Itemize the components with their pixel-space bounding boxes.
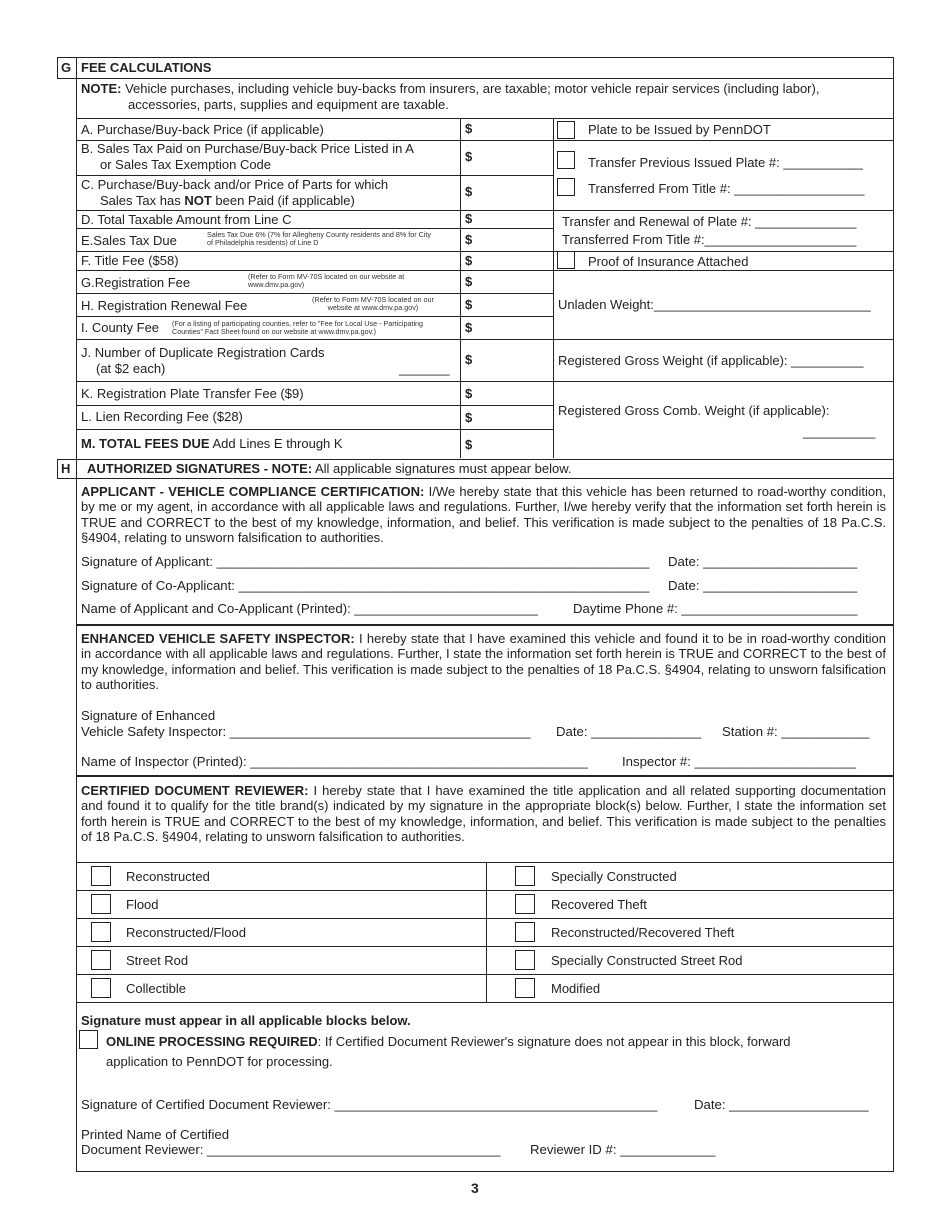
applicant-text: I/We hereby state that this vehicle has been returned to road-worthy condition, by me or my agent, in accordance with all applicable laws and regulations. Further, I/we hereby verify that the information set forth herein is TRUE and CORRECT to the best of my knowledge, information, and belief. This verification is made subject to the penalties of 18 Pa.C.S. §4904, relating to unsworn falsification to authorities. [81,484,887,546]
inspector-signature-label: Signature of Enhanced [81,708,216,723]
dollar-b[interactable]: $ [465,149,473,164]
brand-street-rod-checkbox[interactable] [91,950,111,970]
dollar-l[interactable]: $ [465,410,473,425]
inspector-number-field[interactable]: Inspector #: ______________________ [622,754,856,769]
line-g-label: G.Registration Fee [81,275,191,290]
gross-weight-field[interactable]: Registered Gross Weight (if applicable): __________ [558,353,864,368]
brand-specially-constructed-label: Specially Constructed [551,869,677,884]
brand-flood-checkbox[interactable] [91,894,111,914]
fee-note-line2: accessories, parts, supplies and equipment are taxable. [128,97,449,112]
line-a-label: A. Purchase/Buy-back Price (if applicable) [81,122,324,137]
dollar-h[interactable]: $ [465,297,473,312]
dollar-e[interactable]: $ [465,232,473,247]
gross-comb-weight-field[interactable]: __________ [803,424,876,439]
online-processing-checkbox[interactable] [79,1030,98,1049]
transfer-plate-field[interactable]: Transfer Previous Issued Plate #: ___________ [588,155,863,170]
reviewer-heading: CERTIFIED DOCUMENT REVIEWER: [81,783,309,798]
brand-specially-constructed-checkbox[interactable] [515,866,535,886]
line-e-note: Sales Tax Due 6% (7% for Allegheny County residents and 8% for City of Philadelphia residents) of Line D [207,230,431,247]
line-d-label: D. Total Taxable Amount from Line C [81,212,292,227]
inspector-text: I hereby state that I have examined this vehicle and found it to be in road-worthy condition in accordance with all applicable laws and regulations. Further, I state the information set forth herein is TRUE and CORRECT to the best of my knowledge, information and belief. This verification is made subject to the penalties of 18 Pa.C.S. §4904, relating to unsworn falsification to authorities. [81,631,886,693]
line-c-label-2: Sales Tax has NOT been Paid (if applicable) [100,193,355,208]
brand-specially-constructed-street-rod-label: Specially Constructed Street Rod [551,953,743,968]
line-b-label-2: or Sales Tax Exemption Code [100,157,272,172]
section-h-title: AUTHORIZED SIGNATURES - NOTE: All applicable signatures must appear below. [87,461,572,476]
gross-comb-weight-label: Registered Gross Comb. Weight (if applicable): [558,403,830,418]
section-g-letter: G [61,60,72,75]
line-c-label: C. Purchase/Buy-back and/or Price of Parts for which [81,177,389,192]
brand-collectible-label: Collectible [126,981,186,996]
dollar-i[interactable]: $ [465,320,473,335]
dollar-f[interactable]: $ [465,253,473,268]
line-k-label: K. Registration Plate Transfer Fee ($9) [81,386,304,401]
transferred-title-checkbox[interactable] [557,178,575,196]
brand-reconstructed-recovered-theft-label: Reconstructed/Recovered Theft [551,925,735,940]
brand-reconstructed-recovered-theft-checkbox[interactable] [515,922,535,942]
unladen-weight-field[interactable]: Unladen Weight:______________________________ [558,297,871,312]
renewal-title-field[interactable]: Transferred From Title #:_____________________ [562,232,857,247]
section-h-letter: H [61,461,71,476]
line-g-note: (Refer to Form MV-70S located on our website at www.dmv.pa.gov) [248,272,405,289]
insurance-checkbox[interactable] [557,251,575,269]
insurance-label: Proof of Insurance Attached [588,254,749,269]
applicant-certification [81,484,886,546]
line-h-label: H. Registration Renewal Fee [81,298,248,313]
line-b-label: B. Sales Tax Paid on Purchase/Buy-back Price Listed in A [81,141,414,156]
brand-reconstructed-flood-checkbox[interactable] [91,922,111,942]
reviewer-printed-name-label: Printed Name of Certified [81,1127,230,1142]
line-m-label: M. TOTAL FEES DUE Add Lines E through K [81,436,343,451]
line-j-label-2: (at $2 each) [96,361,166,376]
brand-street-rod-label: Street Rod [126,953,189,968]
must-appear-note: Signature must appear in all applicable blocks below. [81,1013,411,1028]
brand-modified-label: Modified [551,981,601,996]
dollar-k[interactable]: $ [465,386,473,401]
brand-reconstructed-checkbox[interactable] [91,866,111,886]
page-number: 3 [471,1180,479,1196]
dollar-a[interactable]: $ [465,121,473,136]
dollar-g[interactable]: $ [465,274,473,289]
station-number-field[interactable]: Station #: ____________ [722,724,870,739]
duplicate-cards-field[interactable]: _______ [399,361,450,376]
applicant-printed-name-field[interactable]: Name of Applicant and Co-Applicant (Printed): _________________________ [81,601,538,616]
applicant-date-field[interactable]: Date: _____________________ [668,554,858,569]
brand-reconstructed-label: Reconstructed [126,869,210,884]
inspector-printed-name-field[interactable]: Name of Inspector (Printed): ______________________________________________ [81,754,588,769]
inspector-signature-field[interactable]: Vehicle Safety Inspector: _________________________________________ [81,724,531,739]
dollar-j[interactable]: $ [465,352,473,367]
plate-issued-checkbox[interactable] [557,121,575,139]
daytime-phone-field[interactable]: Daytime Phone #: ________________________ [573,601,858,616]
brand-specially-constructed-street-rod-checkbox[interactable] [515,950,535,970]
renewal-plate-field[interactable]: Transfer and Renewal of Plate #: ______________ [562,214,857,229]
applicant-heading: APPLICANT - VEHICLE COMPLIANCE CERTIFICATION: [81,484,425,499]
inspector-certification [81,631,886,693]
inspector-date-field[interactable]: Date: _______________ [556,724,702,739]
brand-flood-label: Flood [126,897,159,912]
transferred-title-field[interactable]: Transferred From Title #: __________________ [588,181,865,196]
coapplicant-signature-field[interactable]: Signature of Co-Applicant: ________________________________________________________ [81,578,650,593]
dollar-d[interactable]: $ [465,211,473,226]
line-f-label: F. Title Fee ($58) [81,253,179,268]
applicant-signature-field[interactable]: Signature of Applicant: ___________________________________________________________ [81,554,650,569]
brand-recovered-theft-checkbox[interactable] [515,894,535,914]
fee-note-label: NOTE: [81,81,122,96]
line-h-note: (Refer to Form MV-70S located on our website at www.dmv.pa.gov) [312,295,434,312]
transfer-plate-checkbox[interactable] [557,151,575,169]
reviewer-printed-name-field[interactable]: Document Reviewer: ________________________________________ [81,1142,501,1157]
online-processing-text: ONLINE PROCESSING REQUIRED: If Certified Document Reviewer's signature does not appear in this block, forward [106,1034,791,1049]
online-processing-text-2: application to PennDOT for processing. [106,1054,333,1069]
line-j-label: J. Number of Duplicate Registration Cards [81,345,325,360]
plate-issued-label: Plate to be Issued by PennDOT [588,122,771,137]
inspector-heading: ENHANCED VEHICLE SAFETY INSPECTOR: [81,631,355,646]
brand-recovered-theft-label: Recovered Theft [551,897,647,912]
reviewer-certification [81,783,886,845]
brand-collectible-checkbox[interactable] [91,978,111,998]
fee-note-line1: Vehicle purchases, including vehicle buy-backs from insurers, are taxable; motor vehicle repair services (including labor), [125,81,820,96]
section-g-title: FEE CALCULATIONS [81,60,212,75]
line-i-label: I. County Fee [81,320,160,335]
fee-note [81,81,819,96]
brand-modified-checkbox[interactable] [515,978,535,998]
reviewer-id-field[interactable]: Reviewer ID #: _____________ [530,1142,716,1157]
reviewer-date-field[interactable]: Date: ___________________ [694,1097,869,1112]
coapplicant-date-field[interactable]: Date: _____________________ [668,578,858,593]
line-i-note: (For a listing of participating counties, refer to "Fee for Local Use - Participating Counties" Fact Sheet found on our website at www.dmv.pa.gov.) [172,319,424,336]
brand-reconstructed-flood-label: Reconstructed/Flood [126,925,246,940]
dollar-m[interactable]: $ [465,437,473,452]
line-l-label: L. Lien Recording Fee ($28) [81,409,243,424]
line-e-label: E.Sales Tax Due [81,233,177,248]
dollar-c[interactable]: $ [465,184,473,199]
reviewer-text: I hereby state that I have examined the title application and all related supporting documentation and found it to qualify for the title brand(s) indicated by my signature in the appropriate block(s) below. Further, I state the information set forth herein is TRUE and CORRECT to the best of my knowledge, information, and belief. This verification is made subject to the penalties of 18 Pa.C.S. §4904, relating to unsworn falsification to authorities. [81,783,886,845]
reviewer-signature-field[interactable]: Signature of Certified Document Reviewer: ____________________________________________ [81,1097,658,1112]
